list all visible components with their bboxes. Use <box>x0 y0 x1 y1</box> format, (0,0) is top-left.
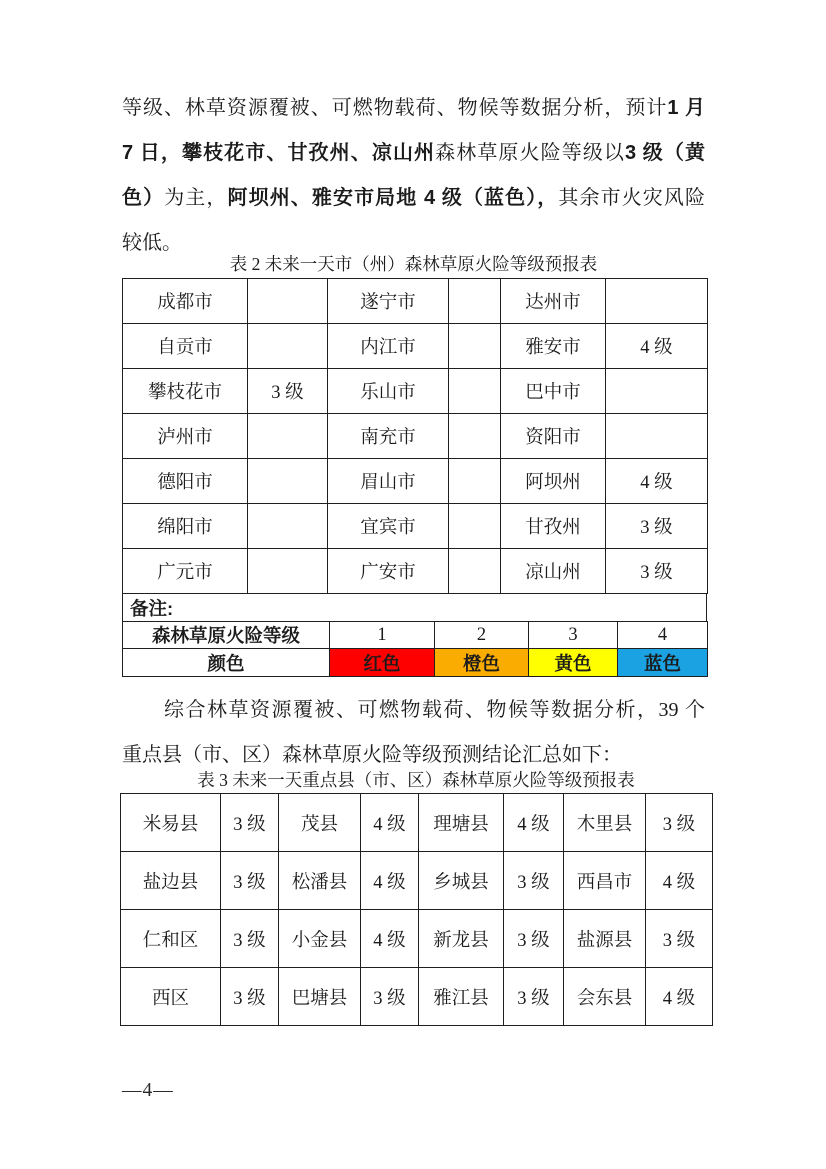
body-text: 森林草原火险等级以 <box>435 142 626 164</box>
table3-level-cell: 3 级 <box>504 968 564 1026</box>
table3-name-cell: 小金县 <box>279 910 361 968</box>
table2-level-cell: 3 级 <box>248 369 328 414</box>
table2-name-cell: 资阳市 <box>501 414 606 459</box>
table-row <box>123 549 708 594</box>
table3-level-cell: 3 级 <box>221 968 279 1026</box>
body-text: 其余市火灾风险 <box>558 187 705 209</box>
legend-level-value: 2 <box>435 622 529 649</box>
table3-name-cell: 新龙县 <box>419 910 504 968</box>
legend-level-row <box>123 622 708 649</box>
legend-color-row <box>123 649 708 677</box>
table2-name-cell: 广元市 <box>123 549 248 594</box>
body-text: 综合林草资源覆被、可燃物载荷、物候等数据分析，39 个 <box>164 699 705 721</box>
table3-level-cell: 3 级 <box>646 910 713 968</box>
table-row <box>121 910 713 968</box>
table2-name-cell: 绵阳市 <box>123 504 248 549</box>
table2-level-cell <box>248 549 328 594</box>
table3-name-cell: 巴塘县 <box>279 968 361 1026</box>
emphasis-text: 色） <box>122 187 165 209</box>
table-row <box>123 459 708 504</box>
table2-name-cell: 广安市 <box>328 549 449 594</box>
legend-level-label: 森林草原火险等级 <box>123 622 330 649</box>
table3-name-cell: 西昌市 <box>564 852 646 910</box>
table2-level-cell <box>449 279 501 324</box>
table3-level-cell: 4 级 <box>646 852 713 910</box>
table-row <box>121 968 713 1026</box>
table2-name-cell: 南充市 <box>328 414 449 459</box>
table2-name-cell: 攀枝花市 <box>123 369 248 414</box>
table-row <box>123 369 708 414</box>
table-row <box>123 279 708 324</box>
table2-level-cell <box>606 279 708 324</box>
legend-level-value: 3 <box>529 622 618 649</box>
table3-county-fire-risk <box>120 793 712 1026</box>
table2-name-cell: 泸州市 <box>123 414 248 459</box>
emphasis-text: 阿坝州、雅安市局地 4 级（蓝色）， <box>227 187 559 209</box>
body-text: 等级、林草资源覆被、可燃物载荷、物候等数据分析，预计 <box>122 97 668 119</box>
legend-color-swatch: 橙色 <box>435 649 529 677</box>
table-row <box>121 794 713 852</box>
table2-level-cell <box>248 279 328 324</box>
paragraph-line <box>122 131 705 176</box>
table2-name-cell: 凉山州 <box>501 549 606 594</box>
table2-name-cell: 雅安市 <box>501 324 606 369</box>
table3-level-cell: 3 级 <box>646 794 713 852</box>
emphasis-text: 7 日，攀枝花市、甘孜州、凉山州 <box>122 142 436 164</box>
table2-level-cell <box>248 459 328 504</box>
table2-name-cell: 乐山市 <box>328 369 449 414</box>
table2-level-cell <box>449 549 501 594</box>
table2-name-cell: 阿坝州 <box>501 459 606 504</box>
table2-name-cell: 甘孜州 <box>501 504 606 549</box>
table2-level-cell: 3 级 <box>606 504 708 549</box>
table-row <box>123 324 708 369</box>
table3-level-cell: 3 级 <box>504 852 564 910</box>
table-row <box>123 504 708 549</box>
table2-name-cell: 内江市 <box>328 324 449 369</box>
table2-city-fire-risk <box>122 278 707 677</box>
emphasis-text: 1 月 <box>667 97 705 119</box>
table2-level-cell <box>248 504 328 549</box>
table2-level-cell <box>449 459 501 504</box>
table3-grid <box>120 793 713 1026</box>
table-row <box>121 852 713 910</box>
table3-level-cell: 3 级 <box>221 852 279 910</box>
page-number: —4— <box>122 1080 174 1101</box>
paragraph-forecast-summary <box>122 86 705 266</box>
table3-name-cell: 仁和区 <box>121 910 221 968</box>
legend-level-value: 1 <box>330 622 435 649</box>
table3-level-cell: 4 级 <box>504 794 564 852</box>
body-text: 重点县（市、区）森林草原火险等级预测结论汇总如下： <box>122 744 622 766</box>
table3-level-cell: 4 级 <box>646 968 713 1026</box>
legend-color-label: 颜色 <box>123 649 330 677</box>
table3-name-cell: 木里县 <box>564 794 646 852</box>
table2-level-cell <box>449 324 501 369</box>
table2-name-cell: 宜宾市 <box>328 504 449 549</box>
table3-name-cell: 雅江县 <box>419 968 504 1026</box>
table2-level-cell <box>606 369 708 414</box>
table-row <box>123 414 708 459</box>
table3-name-cell: 乡城县 <box>419 852 504 910</box>
table3-title: 表 3 未来一天重点县（市、区）森林草原火险等级预报表 <box>197 770 635 790</box>
table3-name-cell: 西区 <box>121 968 221 1026</box>
table2-legend-grid <box>122 621 708 677</box>
table3-name-cell: 理塘县 <box>419 794 504 852</box>
body-text: 为主， <box>164 187 228 209</box>
table3-name-cell: 茂县 <box>279 794 361 852</box>
table3-level-cell: 3 级 <box>504 910 564 968</box>
legend-color-swatch: 蓝色 <box>618 649 708 677</box>
table2-level-cell <box>449 504 501 549</box>
table2-name-cell: 自贡市 <box>123 324 248 369</box>
table2-level-cell: 4 级 <box>606 459 708 504</box>
table3-level-cell: 4 级 <box>361 910 419 968</box>
table2-title: 表 2 未来一天市（州）森林草原火险等级预报表 <box>229 254 598 274</box>
paragraph-county-summary <box>122 688 705 778</box>
paragraph-line <box>122 86 705 131</box>
table2-level-cell <box>449 369 501 414</box>
legend-color-swatch: 红色 <box>330 649 435 677</box>
table3-level-cell: 3 级 <box>221 794 279 852</box>
table3-name-cell: 盐源县 <box>564 910 646 968</box>
emphasis-text: 3 级（黄 <box>625 142 705 164</box>
legend-level-value: 4 <box>618 622 708 649</box>
table3-name-cell: 会东县 <box>564 968 646 1026</box>
table2-level-cell: 3 级 <box>606 549 708 594</box>
table3-name-cell: 盐边县 <box>121 852 221 910</box>
table2-level-cell: 4 级 <box>606 324 708 369</box>
table3-level-cell: 3 级 <box>221 910 279 968</box>
table2-name-cell: 眉山市 <box>328 459 449 504</box>
table2-name-cell: 德阳市 <box>123 459 248 504</box>
table2-grid <box>122 278 708 594</box>
table2-level-cell <box>248 324 328 369</box>
table3-level-cell: 4 级 <box>361 794 419 852</box>
table2-name-cell: 巴中市 <box>501 369 606 414</box>
table3-level-cell: 3 级 <box>361 968 419 1026</box>
paragraph-line <box>122 176 705 221</box>
table2-level-cell <box>606 414 708 459</box>
table2-name-cell: 遂宁市 <box>328 279 449 324</box>
legend-color-swatch: 黄色 <box>529 649 618 677</box>
table3-name-cell: 米易县 <box>121 794 221 852</box>
table3-name-cell: 松潘县 <box>279 852 361 910</box>
body-text: 较低。 <box>122 232 182 254</box>
table2-level-cell <box>248 414 328 459</box>
table2-name-cell: 达州市 <box>501 279 606 324</box>
paragraph-line <box>122 688 705 733</box>
table2-name-cell: 成都市 <box>123 279 248 324</box>
table2-level-cell <box>449 414 501 459</box>
table2-note-row: 备注: <box>122 593 707 622</box>
table3-level-cell: 4 级 <box>361 852 419 910</box>
